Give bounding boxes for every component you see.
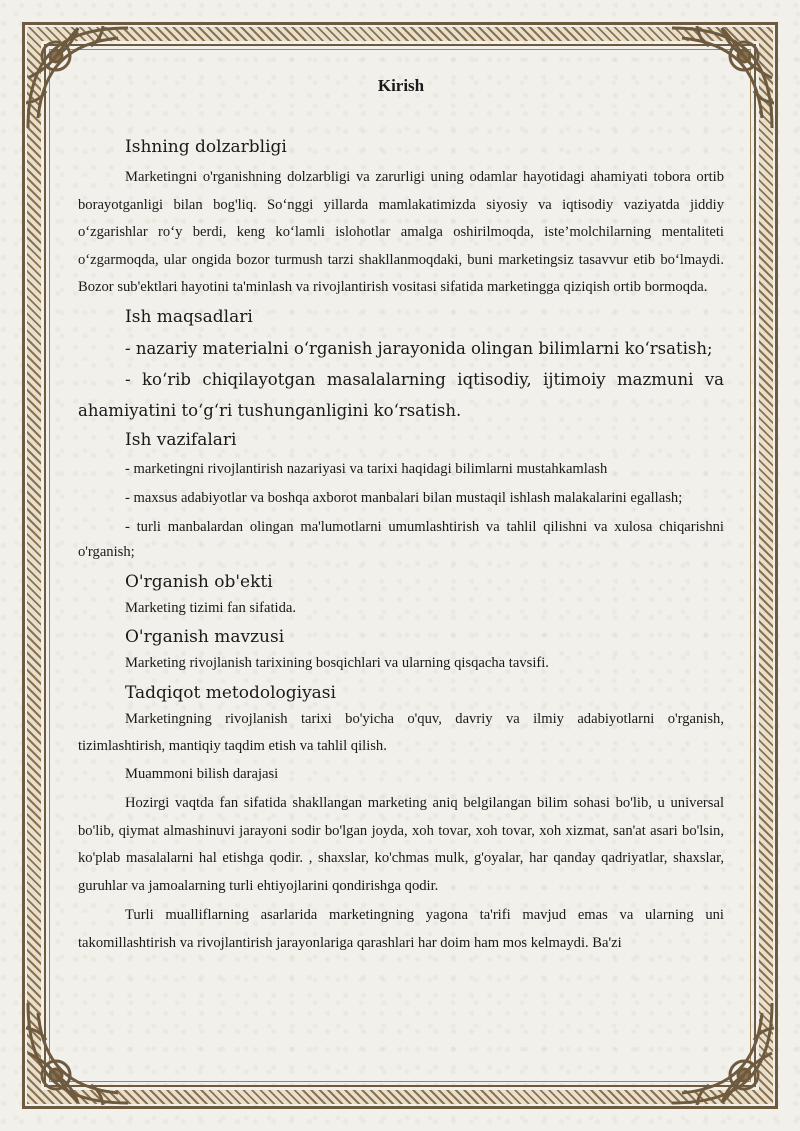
paragraph-knowledge-level: Hozirgi vaqtda fan sifatida shakllangan marketing aniq belgilangan bilim sohasi bo'lib, u universal bo'lib, qiymat almashinuvi jarayoni sodir bo'lgan joyda, xoh tovar, xoh tovar, xoh xizmat, san'at asari bo'lsin, ko'plab masalalarni hal etishga qodir. , shaxslar, ko'chmas mulk, g'oyalar, har qanday qadriyatlar, shaxslar, guruhlar va jamoalarning turli ehtiyojlarini qondirishga qodir.: [78, 795, 724, 894]
paragraph-relevance: Marketingni o'rganishning dolzarbligi va zarurligi uning odamlar hayotidagi ahamiyati tobora ortib borayotganligi bilan bog'liq. So‘nggi yillarda mamlakatimizda siyosiy va iqtisodiy vaziyatda jiddiy o‘zgarishlar ro‘y berdi, keng ko‘lamli islohotlar amalga oshirilmoqda, iste’molchilarning mentaliteti o‘zgarmoqda, ular ongida bozor turmush tarzi shakllanmoqdaki, buni marketingsiz tasavvur etib bo‘lmaydi. Bozor sub'ektlari hayotini ta'minlash va rivojlantirish vositasi sifatida marketingga qiziqish ortib bormoqda.: [78, 169, 724, 295]
goal-item-1: - nazariy materialni o‘rganish jarayonida olingan bilimlarni ko‘rsatish;: [125, 338, 713, 358]
paragraph-methodology: Marketingning rivojlanish tarixi bo'yicha o'quv, davriy va ilmiy adabiyotlarni o'rganish, tizimlashtirish, mantiqiy taqdim etish va tahlil qilish.: [78, 710, 724, 754]
heading-relevance: Ishning dolzarbligi: [125, 137, 287, 157]
task-item-2: - maxsus adabiyotlar va boshqa axborot manbalari bilan mustaqil ishlash malakalarini egallash;: [125, 489, 683, 506]
task-item-3: - turli manbalardan olingan ma'lumotlarni umumlashtirish va tahlil qilishni va xulosa chiqarishni o'rganish;: [78, 518, 724, 560]
page-title: Kirish: [377, 76, 425, 95]
heading-methodology: Tadqiqot metodologiyasi: [125, 682, 336, 703]
heading-object: O'rganish ob'ekti: [125, 571, 273, 592]
paragraph-definitions: Turli mualliflarning asarlarida marketingning yagona ta'rifi mavjud emas va ularning uni takomillashtirish va rivojlantirish jarayonlariga qarashlari har doim ham mos kelmaydi. Ba'zi: [78, 907, 724, 951]
corner-ornament-icon: [18, 993, 138, 1113]
heading-tasks: Ish vazifalari: [125, 429, 237, 450]
document-body: [78, 70, 724, 957]
paragraph-subject: Marketing rivojlanish tarixining bosqichlari va ularning qisqacha tavsifi.: [125, 655, 549, 671]
paragraph-object: Marketing tizimi fan sifatida.: [125, 599, 297, 616]
heading-subject: O'rganish mavzusi: [125, 627, 285, 647]
heading-goals: Ish maqsadlari: [125, 306, 253, 327]
heading-knowledge-level: Muammoni bilish darajasi: [125, 765, 279, 782]
corner-ornament-icon: [662, 993, 782, 1113]
task-item-1: - marketingni rivojlantirish nazariyasi va tarixi haqidagi bilimlarni mustahkamlash: [125, 460, 608, 477]
goal-item-2: - ko‘rib chiqilayotgan masalalarning iqtisodiy, ijtimoiy mazmuni va ahamiyatini to‘g‘ri tushunganligini ko‘rsatish.: [78, 369, 724, 420]
